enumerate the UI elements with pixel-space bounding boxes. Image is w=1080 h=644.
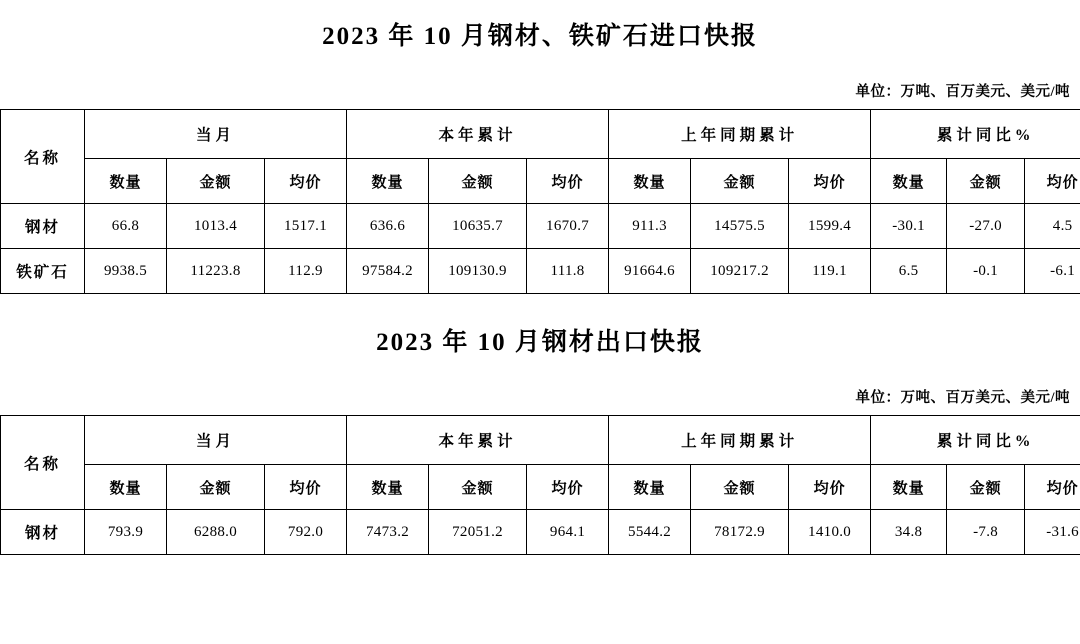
- header-group-yoy: 累计同比%: [871, 110, 1080, 159]
- cell-value: 964.1: [527, 510, 609, 555]
- row-label-steel: 钢材: [1, 510, 85, 555]
- cell-value: 14575.5: [691, 204, 789, 249]
- header-group-yoy: 累计同比%: [871, 416, 1080, 465]
- header-sub-9: 数量: [871, 465, 947, 510]
- header-sub-11: 均价: [1025, 465, 1080, 510]
- header-sub-3: 数量: [347, 159, 429, 204]
- cell-value: -31.6: [1025, 510, 1080, 555]
- header-group-prev-year-ytd: 上年同期累计: [609, 416, 871, 465]
- cell-value: 6.5: [871, 249, 947, 294]
- header-group-current-month: 当月: [85, 416, 347, 465]
- row-label-iron-ore: 铁矿石: [1, 249, 85, 294]
- header-sub-11: 均价: [1025, 159, 1080, 204]
- header-sub-10: 金额: [947, 159, 1025, 204]
- cell-value: 5544.2: [609, 510, 691, 555]
- cell-value: 72051.2: [429, 510, 527, 555]
- header-sub-5: 均价: [527, 159, 609, 204]
- cell-value: 78172.9: [691, 510, 789, 555]
- header-sub-9: 数量: [871, 159, 947, 204]
- header-group-ytd: 本年累计: [347, 416, 609, 465]
- header-sub-6: 数量: [609, 159, 691, 204]
- header-sub-0: 数量: [85, 465, 167, 510]
- header-sub-1: 金额: [167, 159, 265, 204]
- export-table: [0, 415, 1080, 555]
- table-row: [1, 510, 1080, 555]
- cell-value: 109130.9: [429, 249, 527, 294]
- table-header-sub-row: [1, 465, 1080, 510]
- cell-value: 1599.4: [789, 204, 871, 249]
- cell-value: -7.8: [947, 510, 1025, 555]
- cell-value: 1410.0: [789, 510, 871, 555]
- cell-value: 9938.5: [85, 249, 167, 294]
- header-sub-1: 金额: [167, 465, 265, 510]
- header-sub-6: 数量: [609, 465, 691, 510]
- cell-value: 911.3: [609, 204, 691, 249]
- cell-value: 66.8: [85, 204, 167, 249]
- cell-value: 112.9: [265, 249, 347, 294]
- header-sub-2: 均价: [265, 465, 347, 510]
- header-name: 名称: [1, 416, 85, 510]
- table-row: [1, 204, 1080, 249]
- header-sub-7: 金额: [691, 465, 789, 510]
- cell-value: 119.1: [789, 249, 871, 294]
- export-report-title: 2023 年 10 月钢材出口快报: [376, 329, 704, 356]
- cell-value: 10635.7: [429, 204, 527, 249]
- cell-value: 97584.2: [347, 249, 429, 294]
- cell-value: 1670.7: [527, 204, 609, 249]
- header-group-current-month: 当月: [85, 110, 347, 159]
- header-sub-8: 均价: [789, 465, 871, 510]
- cell-value: 91664.6: [609, 249, 691, 294]
- header-sub-3: 数量: [347, 465, 429, 510]
- cell-value: 4.5: [1025, 204, 1080, 249]
- cell-value: 636.6: [347, 204, 429, 249]
- cell-value: -6.1: [1025, 249, 1080, 294]
- header-sub-0: 数量: [85, 159, 167, 204]
- header-sub-7: 金额: [691, 159, 789, 204]
- import-unit-note: 单位：万吨、百万美元、美元/吨: [855, 84, 1070, 100]
- cell-value: 792.0: [265, 510, 347, 555]
- header-name: 名称: [1, 110, 85, 204]
- export-unit-note: 单位：万吨、百万美元、美元/吨: [855, 390, 1070, 406]
- header-sub-10: 金额: [947, 465, 1025, 510]
- cell-value: 7473.2: [347, 510, 429, 555]
- table-row: [1, 249, 1080, 294]
- row-label-steel: 钢材: [1, 204, 85, 249]
- cell-value: 11223.8: [167, 249, 265, 294]
- table-header-sub-row: [1, 159, 1080, 204]
- cell-value: 793.9: [85, 510, 167, 555]
- table-header-group-row: [1, 110, 1080, 159]
- header-sub-4: 金额: [429, 159, 527, 204]
- cell-value: 1517.1: [265, 204, 347, 249]
- cell-value: 34.8: [871, 510, 947, 555]
- cell-value: 6288.0: [167, 510, 265, 555]
- cell-value: 109217.2: [691, 249, 789, 294]
- cell-value: 111.8: [527, 249, 609, 294]
- cell-value: 1013.4: [167, 204, 265, 249]
- header-sub-8: 均价: [789, 159, 871, 204]
- import-table: [0, 109, 1080, 294]
- cell-value: -30.1: [871, 204, 947, 249]
- table-header-group-row: [1, 416, 1080, 465]
- header-group-prev-year-ytd: 上年同期累计: [609, 110, 871, 159]
- header-sub-4: 金额: [429, 465, 527, 510]
- import-report-title: 2023 年 10 月钢材、铁矿石进口快报: [322, 23, 758, 50]
- header-sub-5: 均价: [527, 465, 609, 510]
- cell-value: -27.0: [947, 204, 1025, 249]
- header-group-ytd: 本年累计: [347, 110, 609, 159]
- header-sub-2: 均价: [265, 159, 347, 204]
- cell-value: -0.1: [947, 249, 1025, 294]
